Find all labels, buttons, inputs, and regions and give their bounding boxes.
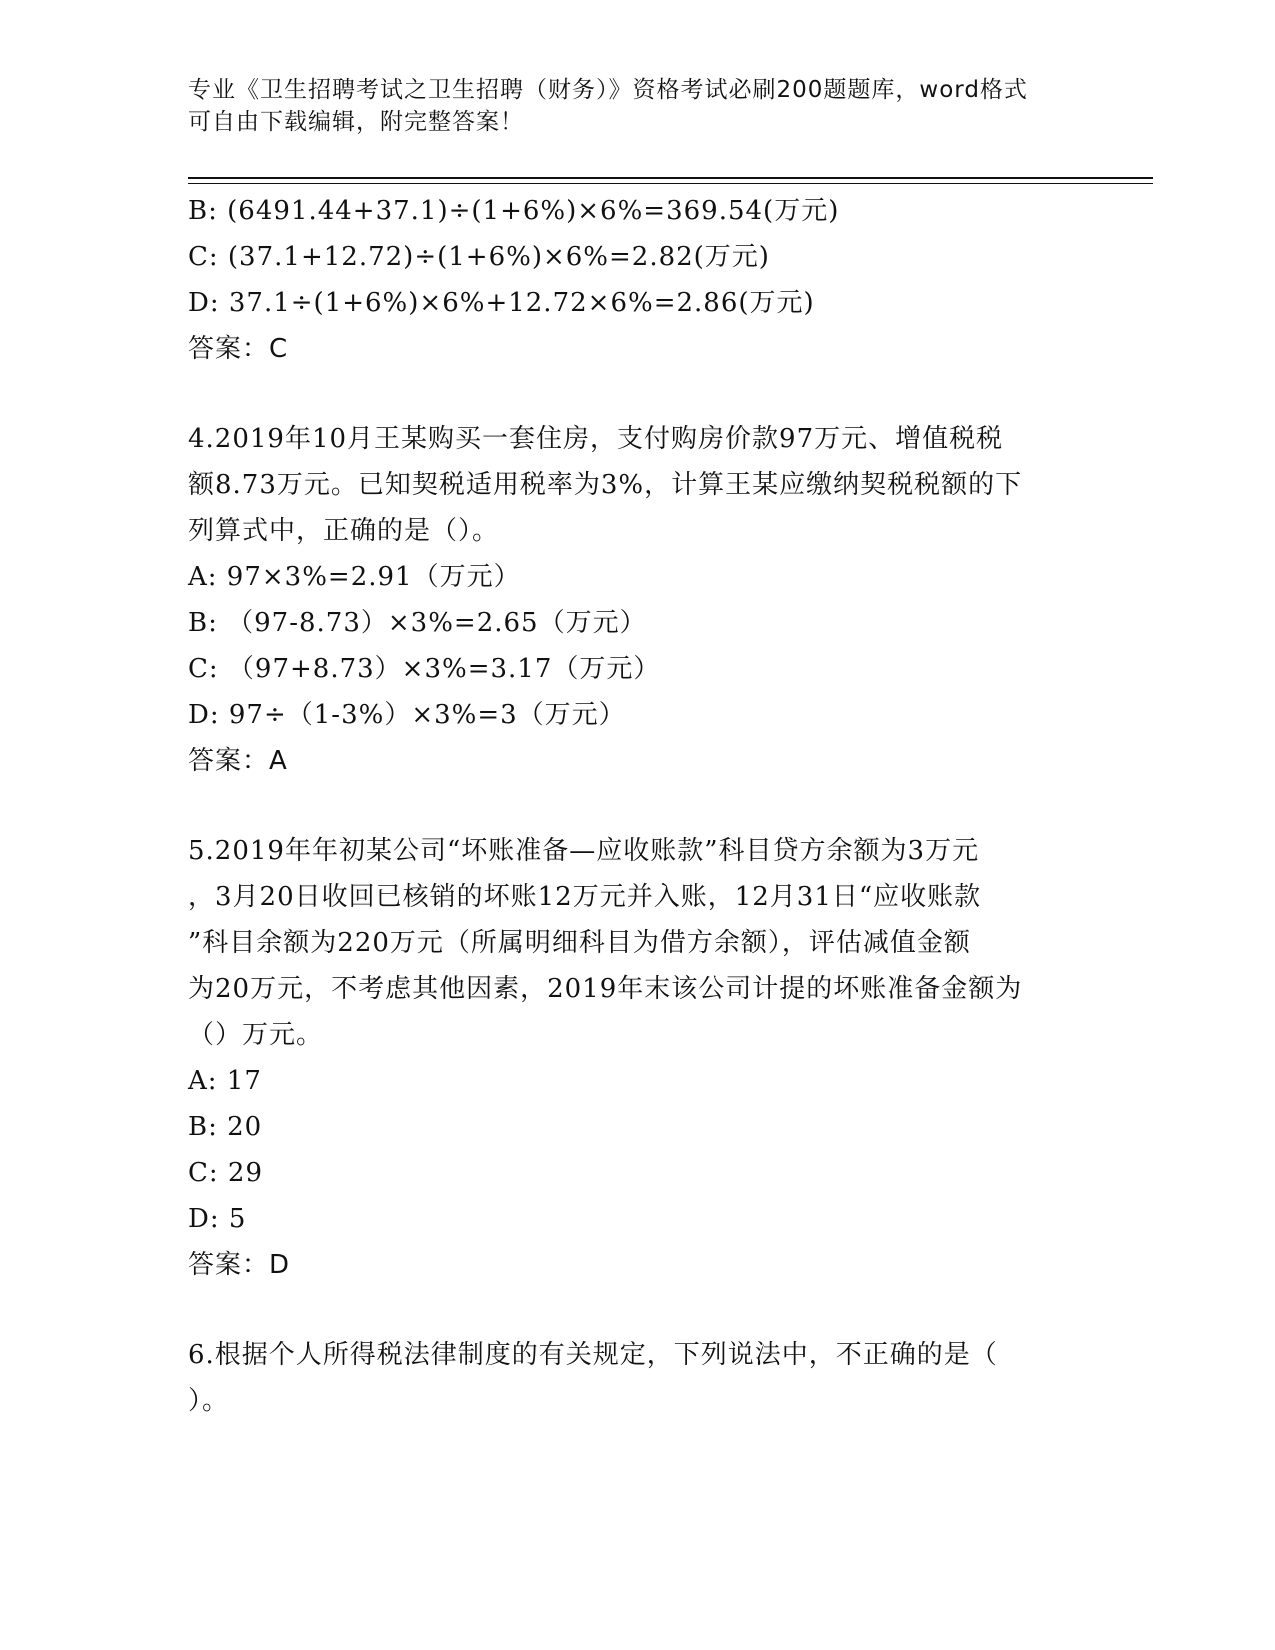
answer: 答案：D <box>188 1250 291 1280</box>
answer: 答案：C <box>188 334 289 364</box>
question-text-line: 为20万元，不考虑其他因素，2019年末该公司计提的坏账准备金额为 <box>188 974 1023 1004</box>
header-line-2: 可自由下载编辑，附完整答案！ <box>188 109 524 135</box>
option-d: D: 5 <box>188 1204 247 1234</box>
option-b: B: 20 <box>188 1112 263 1142</box>
header-rule-thick <box>188 177 1153 179</box>
question-3-continued <box>188 188 1088 372</box>
question-5 <box>188 828 1088 1288</box>
answer: 答案：A <box>188 746 288 776</box>
option-b: B: (6491.44+37.1)÷(1+6%)×6%=369.54(万元) <box>188 196 840 226</box>
header-line-1: 专业《卫生招聘考试之卫生招聘（财务）》资格考试必刷200题题库，word格式 <box>188 77 1028 103</box>
question-6 <box>188 1332 1088 1424</box>
option-d: D: 97÷（1-3%）×3%=3（万元） <box>188 700 626 730</box>
question-text-line: （）万元。 <box>188 1020 324 1050</box>
question-text-line: 额8.73万元。已知契税适用税率为3%，计算王某应缴纳契税税额的下 <box>188 470 1023 500</box>
option-d: D: 37.1÷(1+6%)×6%+12.72×6%=2.86(万元) <box>188 288 815 318</box>
question-list <box>188 188 1088 1424</box>
spacer <box>188 1288 1088 1332</box>
spacer <box>188 372 1088 416</box>
question-4 <box>188 416 1088 784</box>
header-rule-thin <box>188 183 1153 184</box>
option-a: A: 97×3%=2.91（万元） <box>188 562 521 592</box>
option-c: C: 29 <box>188 1158 264 1188</box>
question-text-line: 5.2019年年初某公司“坏账准备—应收账款”科目贷方余额为3万元 <box>188 836 980 866</box>
spacer <box>188 784 1088 828</box>
question-text-line: 6.根据个人所得税法律制度的有关规定，下列说法中，不正确的是（ <box>188 1340 998 1370</box>
option-b: B: （97-8.73）×3%=2.65（万元） <box>188 608 647 638</box>
option-a: A: 17 <box>188 1066 262 1096</box>
question-text-line: ，3月20日收回已核销的坏账12万元并入账，12月31日“应收账款 <box>188 882 982 912</box>
option-c: C: (37.1+12.72)÷(1+6%)×6%=2.82(万元) <box>188 242 770 272</box>
document-header <box>188 74 1078 138</box>
question-text-line: ”科目余额为220万元（所属明细科目为借方余额），评估减值金额 <box>188 928 971 958</box>
question-text-line: 列算式中，正确的是（）。 <box>188 516 500 546</box>
option-c: C: （97+8.73）×3%=3.17（万元） <box>188 654 661 684</box>
question-text-line: ）。 <box>188 1386 230 1416</box>
question-text-line: 4.2019年10月王某购买一套住房，支付购房价款97万元、增值税税 <box>188 424 1004 454</box>
